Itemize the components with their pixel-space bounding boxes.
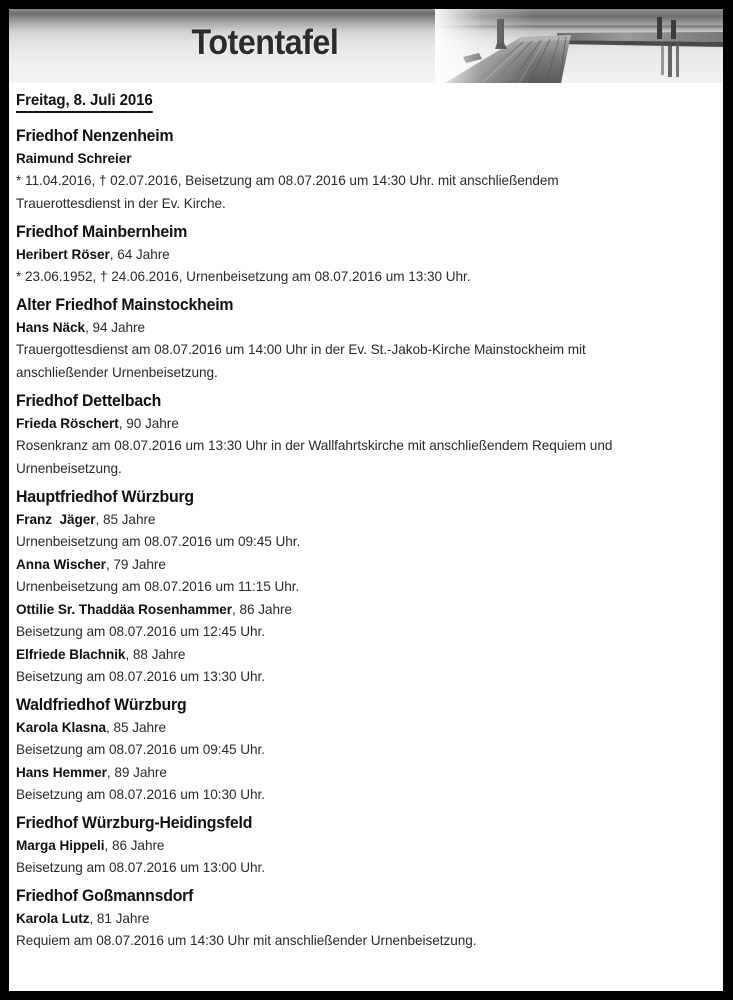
cemetery-block (16, 126, 707, 215)
obituary-entry (16, 644, 707, 688)
obituary-sheet (9, 9, 723, 991)
person-name: Karola Klasna (16, 720, 107, 735)
person-age: , 94 Jahre (85, 320, 146, 335)
cemetery-name: Hauptfriedhof Würzburg (16, 488, 194, 506)
person-name: Elfriede Blachnik (16, 647, 126, 662)
cemetery-name: Waldfriedhof Würzburg (16, 696, 187, 714)
cemetery-name: Friedhof Würzburg-Heidingsfeld (16, 814, 253, 832)
person-name: Marga Hippeli (16, 838, 105, 853)
obituary-entry (16, 908, 707, 952)
person-age: , 89 Jahre (106, 765, 167, 780)
entry-person-line (16, 317, 707, 338)
obituary-entry (16, 599, 707, 643)
person-name: Franz Jäger (16, 512, 96, 527)
cemetery-block (16, 487, 707, 688)
person-name: Frieda Röschert (16, 416, 119, 431)
cemetery-block (16, 222, 707, 288)
obituary-entry (16, 554, 707, 598)
entry-person-line (16, 554, 707, 575)
obituary-entry (16, 509, 707, 553)
person-name: Ottilie Sr. Thaddäa Rosenhammer (16, 602, 233, 617)
cemetery-block (16, 391, 707, 480)
person-age: , 88 Jahre (125, 647, 186, 662)
person-age: , 85 Jahre (106, 720, 166, 735)
person-name: Raimund Schreier (16, 151, 132, 166)
cemetery-block (16, 813, 707, 879)
cemetery-block (16, 295, 707, 384)
entry-person-line (16, 644, 707, 665)
entry-person-line (16, 908, 707, 929)
cemetery-name: Alter Friedhof Mainstockheim (16, 296, 234, 314)
person-name: Heribert Röser (16, 247, 110, 262)
cemetery-list (16, 126, 707, 952)
obituary-entry (16, 835, 707, 879)
entry-detail-text: Beisetzung am 08.07.2016 um 10:30 Uhr. (16, 787, 265, 802)
person-age: , 86 Jahre (104, 838, 165, 853)
entry-person-line (16, 148, 707, 169)
cemetery-block (16, 695, 707, 806)
cemetery-name: Friedhof Dettelbach (16, 392, 162, 410)
entry-detail-text: * 23.06.1952, † 24.06.2016, Urnenbeisetzung am 08.07.2016 um 13:30 Uhr. (16, 269, 471, 284)
entry-detail-text: Requiem am 08.07.2016 um 14:30 Uhr mit anschließender Urnenbeisetzung. (16, 933, 477, 948)
page-banner (9, 9, 723, 83)
person-name: Hans Näck (16, 320, 86, 335)
entry-detail-text: Beisetzung am 08.07.2016 um 13:30 Uhr. (16, 669, 265, 684)
person-age: , 64 Jahre (109, 247, 170, 262)
entry-detail-text: * 11.04.2016, † 02.07.2016, Beisetzung am 08.07.2016 um 14:30 Uhr. mit anschließendem Trauerottesdienst in der Ev. Kirche. (16, 173, 559, 211)
cemetery-name: Friedhof Nenzenheim (16, 127, 174, 145)
entry-person-line (16, 599, 707, 620)
entry-person-line (16, 762, 707, 783)
person-name: Hans Hemmer (16, 765, 107, 780)
person-age: , 79 Jahre (105, 557, 166, 572)
entry-person-line (16, 509, 707, 530)
person-age: , 81 Jahre (89, 911, 150, 926)
entry-detail-text: Beisetzung am 08.07.2016 um 12:45 Uhr. (16, 624, 265, 639)
entry-detail-text: Rosenkranz am 08.07.2016 um 13:30 Uhr in der Wallfahrtskirche mit anschließendem Requiem und Urnenbeisetzung. (16, 438, 613, 476)
person-age: , 90 Jahre (118, 416, 179, 431)
obituary-entry (16, 413, 707, 480)
date-heading: Freitag, 8. Juli 2016 (16, 92, 153, 113)
page-title: Totentafel (191, 23, 339, 62)
entry-detail-text: Beisetzung am 08.07.2016 um 09:45 Uhr. (16, 742, 265, 757)
person-age: , 86 Jahre (232, 602, 292, 617)
person-name: Anna Wischer (16, 557, 106, 572)
obituary-entry (16, 317, 707, 384)
cemetery-name: Friedhof Mainbernheim (16, 223, 188, 241)
obituary-content (9, 83, 723, 952)
entry-detail-text: Urnenbeisetzung am 08.07.2016 um 09:45 Uhr. (16, 534, 301, 549)
entry-person-line (16, 244, 707, 265)
person-age: , 85 Jahre (95, 512, 156, 527)
obituary-entry (16, 762, 707, 806)
obituary-entry (16, 244, 707, 288)
cemetery-name: Friedhof Goßmannsdorf (16, 887, 194, 905)
entry-person-line (16, 413, 707, 434)
entry-person-line (16, 717, 707, 738)
entry-detail-text: Beisetzung am 08.07.2016 um 13:00 Uhr. (16, 860, 265, 875)
entry-person-line (16, 835, 707, 856)
person-name: Karola Lutz (16, 911, 90, 926)
obituary-entry (16, 148, 707, 215)
entry-detail-text: Urnenbeisetzung am 08.07.2016 um 11:15 Uhr. (16, 579, 300, 594)
obituary-entry (16, 717, 707, 761)
entry-detail-text: Trauergottesdienst am 08.07.2016 um 14:00 Uhr in der Ev. St.-Jakob-Kirche Mainstockheim mit anschließender Urnenbeisetzung. (16, 342, 586, 380)
cemetery-block (16, 886, 707, 952)
